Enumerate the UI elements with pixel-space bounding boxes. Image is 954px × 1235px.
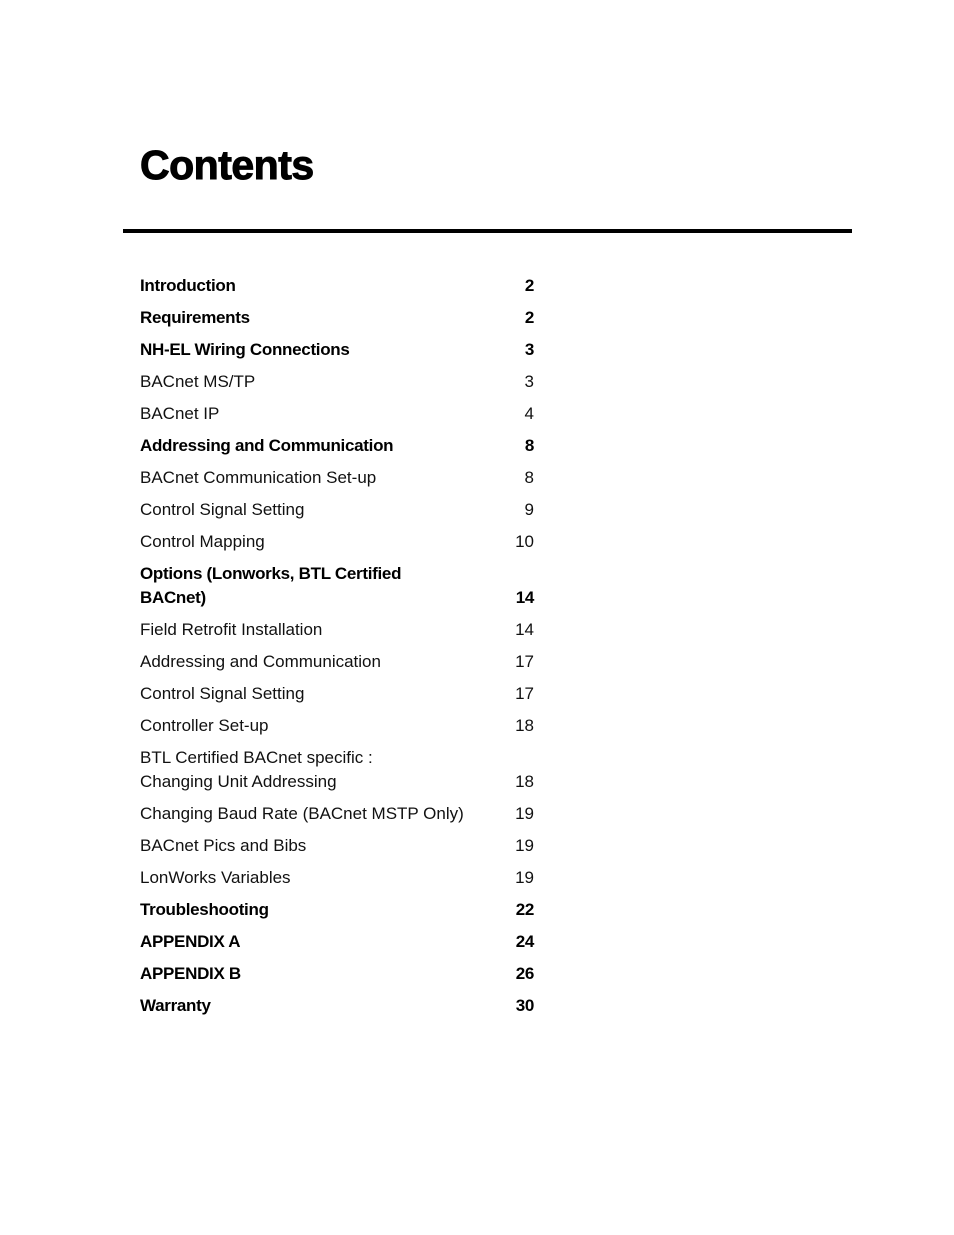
- toc-entry[interactable]: [140, 270, 534, 302]
- toc-entry-page: 22: [515, 900, 534, 919]
- toc-entry-label: APPENDIX A: [140, 932, 241, 951]
- toc-entry[interactable]: [140, 830, 534, 862]
- toc-entry[interactable]: [140, 334, 534, 366]
- toc-entry-label: Warranty: [140, 996, 211, 1015]
- toc-entry-page: 18: [515, 772, 534, 791]
- toc-entry-page: 14: [515, 620, 534, 639]
- toc-entry-page: 18: [515, 716, 534, 735]
- toc-entry-label: LonWorks Variables: [140, 868, 291, 887]
- toc-entry-page: 4: [524, 404, 534, 423]
- toc-entry-label: APPENDIX B: [140, 964, 241, 983]
- toc-entry-page: 26: [515, 964, 534, 983]
- toc-entry-label: Control Mapping: [140, 532, 265, 551]
- toc-entry[interactable]: [140, 894, 534, 926]
- toc-entry-page: 10: [515, 532, 534, 551]
- toc-entry-page: 30: [515, 996, 534, 1015]
- toc-entry-label: Changing Baud Rate (BACnet MSTP Only): [140, 804, 464, 823]
- toc-entry-label: BACnet MS/TP: [140, 372, 256, 391]
- toc-entry-page: 8: [524, 436, 534, 455]
- toc-entry[interactable]: [140, 798, 534, 830]
- toc-entry-label: Field Retrofit Installation: [140, 620, 323, 639]
- toc-entry-page: 9: [524, 500, 534, 519]
- toc-entry-page: 24: [515, 932, 534, 951]
- toc-entry[interactable]: [140, 558, 534, 614]
- toc-entry-page: 19: [515, 836, 534, 855]
- toc-entry-label: Controller Set-up: [140, 716, 269, 735]
- toc-entry-label: Addressing and Communication: [140, 436, 394, 455]
- toc-entry-page: 2: [524, 308, 534, 327]
- toc-entry[interactable]: [140, 366, 534, 398]
- page-title: Contents: [140, 142, 314, 188]
- toc-entry-label: Options (Lonworks, BTL Certified BACnet): [140, 564, 402, 607]
- toc-entry-page: 3: [524, 372, 534, 391]
- toc-entry[interactable]: [140, 678, 534, 710]
- toc-entry-label: Troubleshooting: [140, 900, 269, 919]
- toc-entry[interactable]: [140, 742, 534, 798]
- toc-entry-page: 8: [524, 468, 534, 487]
- toc-entry[interactable]: [140, 710, 534, 742]
- toc-entry-label: BACnet Communication Set-up: [140, 468, 377, 487]
- toc-entry[interactable]: [140, 430, 534, 462]
- toc-entry-label: BACnet Pics and Bibs: [140, 836, 307, 855]
- toc-entry-page: 3: [524, 340, 534, 359]
- toc-entry-page: 2: [524, 276, 534, 295]
- table-of-contents: [140, 270, 534, 1022]
- toc-entry[interactable]: [140, 958, 534, 990]
- toc-entry-label: Control Signal Setting: [140, 500, 305, 519]
- toc-entry-page: 17: [515, 684, 534, 703]
- toc-entry[interactable]: [140, 990, 534, 1022]
- toc-entry-label: Requirements: [140, 308, 250, 327]
- toc-entry-label: Addressing and Communication: [140, 652, 381, 671]
- toc-entry-label: NH-EL Wiring Connections: [140, 340, 350, 359]
- toc-entry-page: 17: [515, 652, 534, 671]
- toc-entry[interactable]: [140, 646, 534, 678]
- toc-entry-label: BTL Certified BACnet specific : Changing Unit Addressing: [140, 748, 373, 791]
- toc-entry[interactable]: [140, 526, 534, 558]
- toc-entry[interactable]: [140, 926, 534, 958]
- toc-entry[interactable]: [140, 494, 534, 526]
- toc-entry[interactable]: [140, 462, 534, 494]
- toc-entry-label: BACnet IP: [140, 404, 220, 423]
- toc-entry-label: Introduction: [140, 276, 236, 295]
- toc-entry[interactable]: [140, 302, 534, 334]
- toc-entry-label: Control Signal Setting: [140, 684, 305, 703]
- toc-entry-page: 19: [515, 804, 534, 823]
- toc-entry-page: 19: [515, 868, 534, 887]
- toc-entry[interactable]: [140, 614, 534, 646]
- toc-entry-page: 14: [515, 588, 534, 607]
- toc-entry[interactable]: [140, 398, 534, 430]
- toc-entry[interactable]: [140, 862, 534, 894]
- title-divider: [123, 229, 852, 233]
